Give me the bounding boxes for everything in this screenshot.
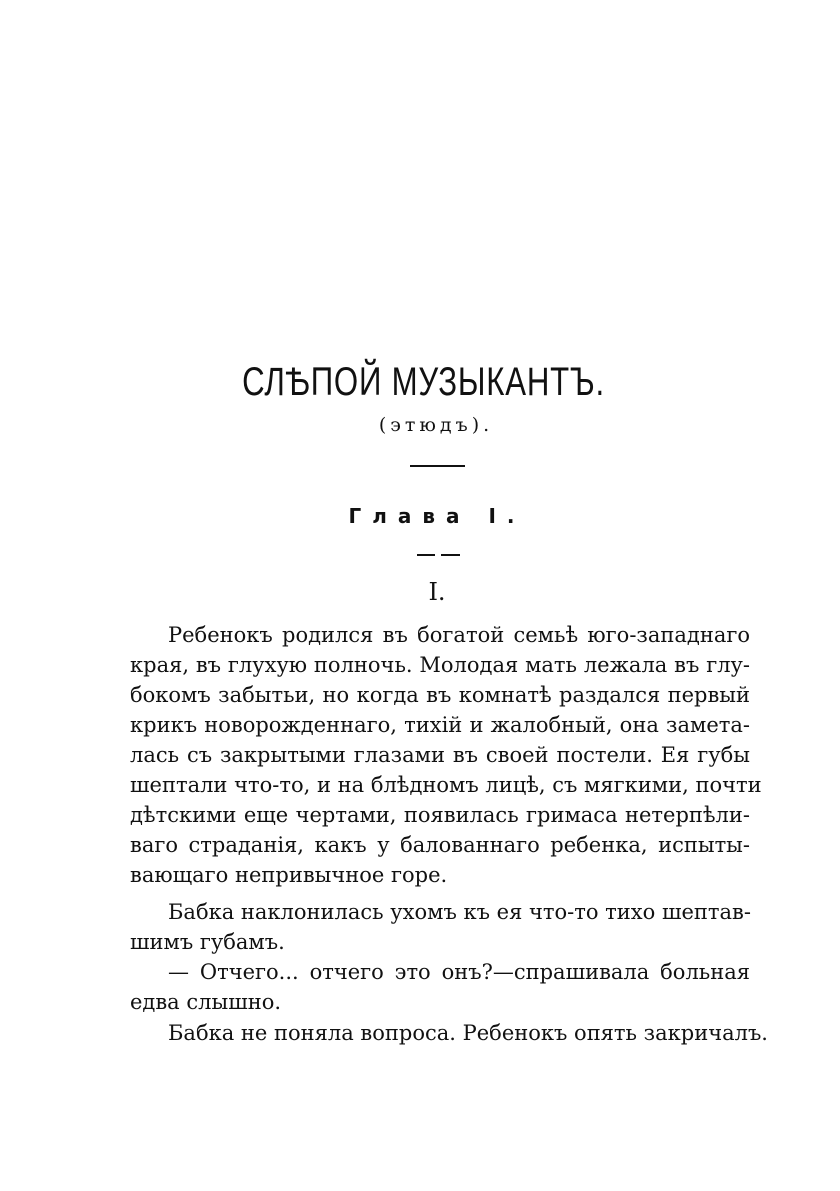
text-line: Бабка не поняла вопроса. Ребенокъ опять закричалъ. [168, 1021, 768, 1045]
text-line: ваго страданія, какъ у балованнаго ребенка, испыты- [130, 833, 750, 857]
text-line: Бабка наклонилась ухомъ къ ея что-то тихо шептав- [168, 900, 751, 924]
text-line: дѣтскими еще чертами, появилась гримаса нетерпѣли- [130, 803, 750, 827]
title-divider [410, 465, 465, 467]
section-number: I. [428, 578, 446, 606]
paragraph-3 [130, 957, 750, 1017]
text-line: края, въ глухую полночь. Молодая мать лежала въ глу- [130, 653, 750, 677]
text-line: лась съ закрытыми глазами въ своей постели. Ея губы [130, 743, 750, 767]
paragraph-1 [130, 620, 762, 890]
text-line: Ребенокъ родился въ богатой семьѣ юго-западнаго [168, 623, 750, 647]
book-title: СЛѢПОЙ МУЗЫКАНТЪ. [242, 360, 605, 404]
paragraph-4 [130, 1018, 768, 1048]
text-line: бокомъ забытьи, но когда въ комнатѣ раздался первый [130, 683, 750, 707]
text-line: вающаго непривычное горе. [130, 863, 448, 887]
subtitle: (этюдъ). [378, 414, 494, 436]
text-line: едва слышно. [130, 990, 282, 1014]
text-line: крикъ новорожденнаго, тихій и жалобный, она замета- [130, 713, 750, 737]
chapter-divider-left [417, 554, 435, 556]
chapter-divider-right [441, 554, 460, 556]
text-line: шимъ губамъ. [130, 930, 285, 954]
paragraph-2 [130, 897, 750, 957]
text-line: шептали что-то, и на блѣдномъ лицѣ, съ мягкими, почти [130, 773, 762, 797]
chapter-heading: Глава I. [348, 504, 526, 528]
text-line: — Отчего... отчего это онъ?—спрашивала больная [168, 960, 750, 984]
